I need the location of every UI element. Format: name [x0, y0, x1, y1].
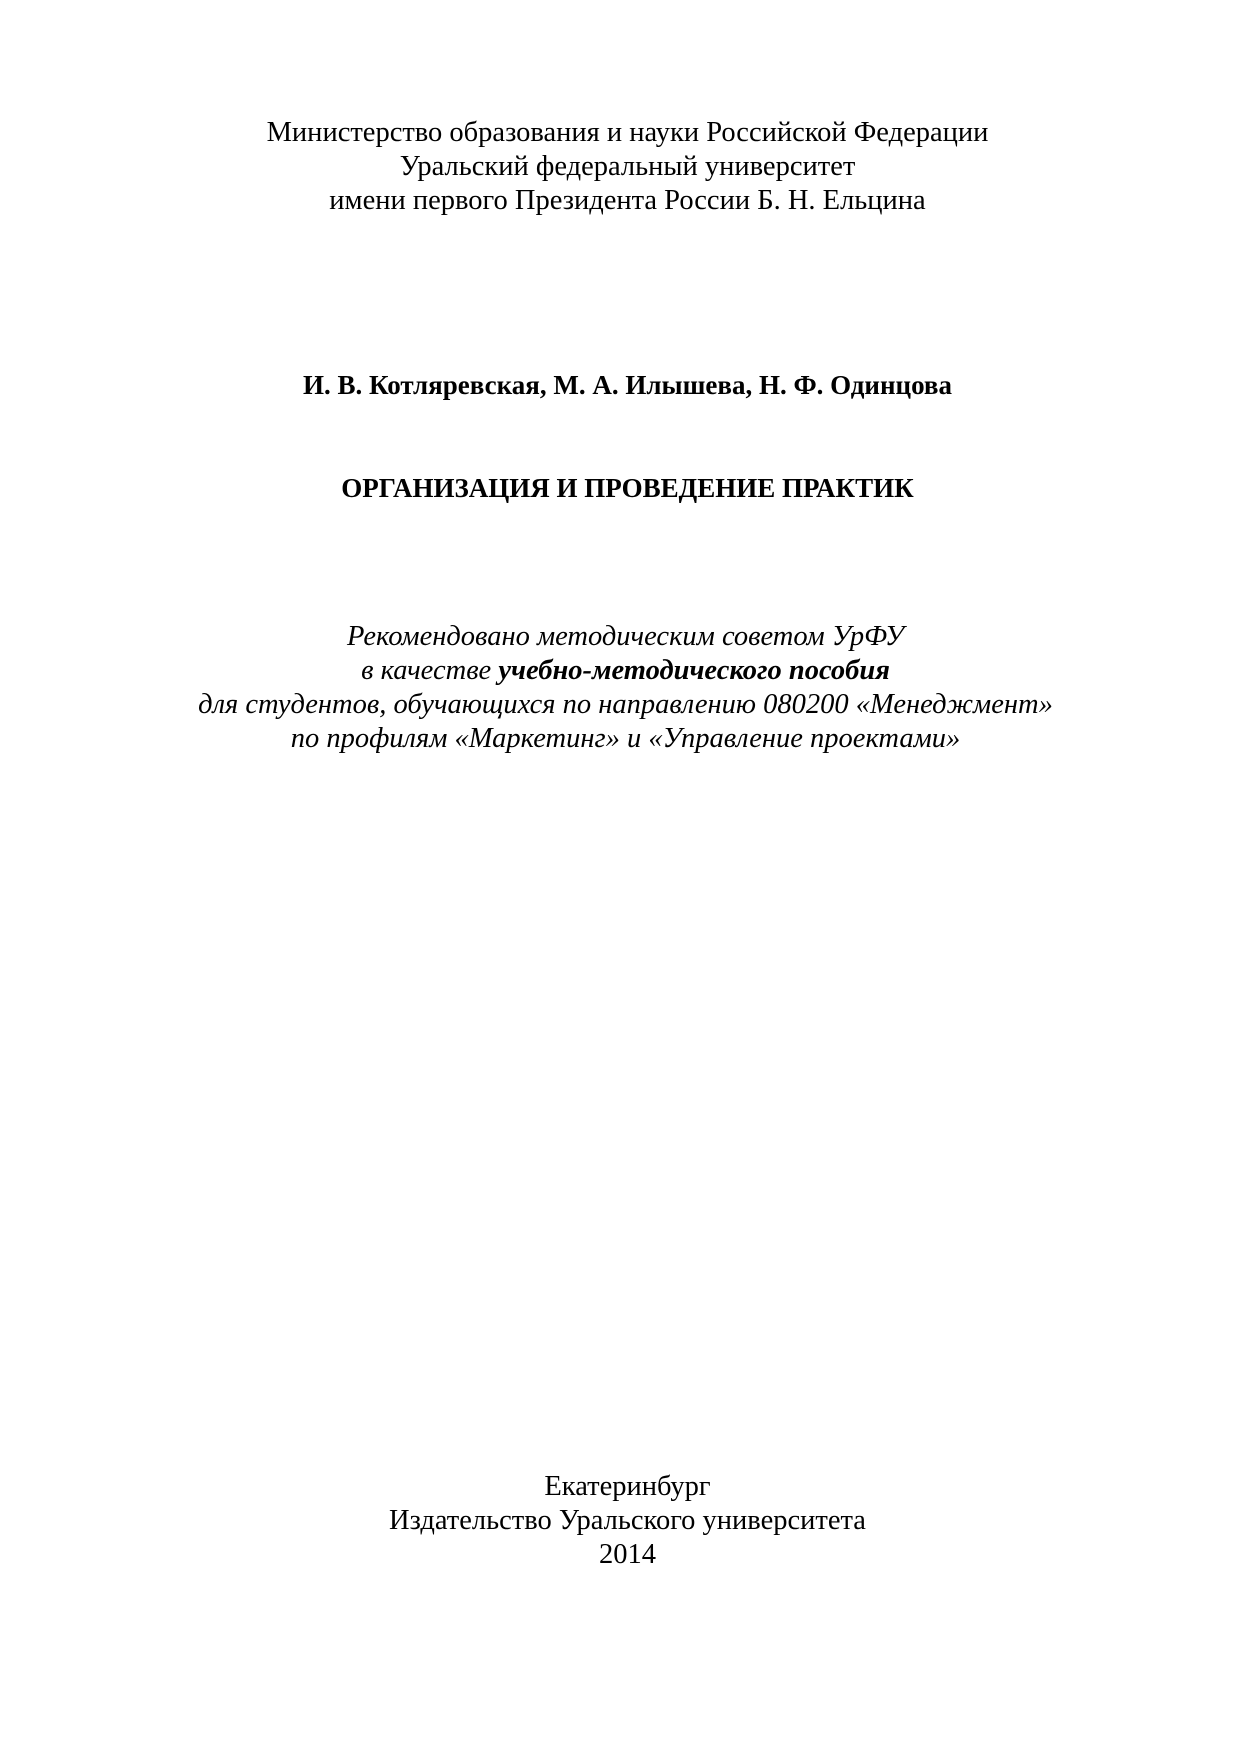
- recommendation-line-2-bold: учебно-методического пособия: [498, 655, 890, 686]
- title-line: ОРГАНИЗАЦИЯ И ПРОВЕДЕНИЕ ПРАКТИК: [341, 473, 914, 503]
- imprint: [0, 1470, 1241, 1572]
- imprint-year: 2014: [599, 1539, 656, 1570]
- recommendation-line-2: [10, 654, 1241, 688]
- authors-line: И. В. Котляревская, М. А. Илышева, Н. Ф. Одинцова: [302, 370, 953, 400]
- institution-header: [0, 116, 1241, 218]
- authors: [0, 368, 1241, 402]
- recommendation-note: [0, 620, 1241, 756]
- ministry-line: Министерство образования и науки Российской Федерации: [266, 117, 989, 148]
- recommendation-line-2-prefix: в качестве: [361, 655, 499, 686]
- document-title: [0, 471, 1241, 505]
- recommendation-line-1: Рекомендовано методическим советом УрФУ: [346, 621, 905, 652]
- imprint-publisher: Издательство Уральского университета: [389, 1505, 866, 1536]
- recommendation-line-3: для студентов, обучающихся по направлению 080200 «Менеджмент»: [198, 689, 1053, 720]
- imprint-city: Екатеринбург: [544, 1471, 711, 1502]
- recommendation-line-4: по профилям «Маркетинг» и «Управление проектами»: [290, 723, 961, 754]
- university-name-line: имени первого Президента России Б. Н. Ельцина: [329, 185, 926, 216]
- university-line: Уральский федеральный университет: [399, 151, 856, 182]
